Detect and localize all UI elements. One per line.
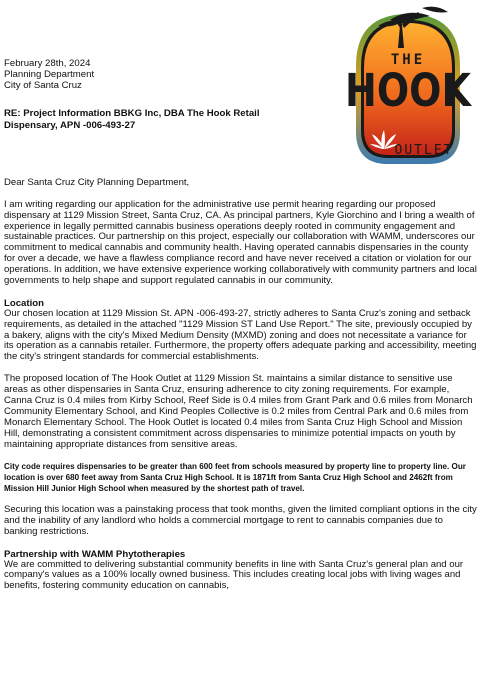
recipient-department: Planning Department <box>4 69 95 80</box>
location-paragraph-1: Our chosen location at 1129 Mission St. APN -006-493-27, strictly adheres to Santa Cruz's zoning and setback requirements, as detailed in the attached "1129 Mission ST Land Use Report." The site, previously occupied by a bakery, aligns with the city's Mixed Medium Density (MXMD) zoning and does not necessitate a variance for its operation as a cannabis retailer. Furthermore, the property offers adequate parking and accessibility, meeting the city's stringent standards for commercial establishments. <box>4 307 477 363</box>
recipient-city: City of Santa Cruz <box>4 80 82 91</box>
letter-date: February 28th, 2024 <box>4 58 91 69</box>
logo-word-the: THE <box>390 52 426 68</box>
subject-line <box>4 108 324 131</box>
letter-header <box>4 58 324 91</box>
location-paragraph-2: The proposed location of The Hook Outlet at 1129 Mission St. maintains a similar distance to sensitive use areas as other dispensaries in Santa Cruz, ensuring adherence to city zoning requirements. For example, Canna Cruz is 0.4 miles from Kirby School, Reef Side is 0.4 miles from Grant Park and 0.6 miles from Monarch Community Elementary School, and Kind Peoples Collective is 0.2 miles from Central Park and 0.6 miles from Monarch Elementary School. The Hook Outlet is located 0.4 miles from Santa Cruz High School and Mission Hill, demonstrating a consistent commitment across dispensaries to minimize potential impacts on youth by maintaining appropriate distances from sensitive areas. <box>4 373 473 450</box>
logo-word-hook: HOOK <box>345 63 471 117</box>
location-heading: Location <box>4 297 44 309</box>
securing-paragraph: Securing this location was a painstaking process that took months, given the limited compliant options in the city and the inability of any landlord who holds a commercial mortgage to rent to cannabis companies due to banking restrictions. <box>4 504 477 537</box>
intro-paragraph: I am writing regarding our application for the administrative use permit hearing regarding our proposed dispensary at 1129 Mission Street, Santa Cruz, CA. As principal partners, Kyle Giorchino and I bring a wealth of experience in legally permitted cannabis business operations deeply rooted in community engagement and sustainable practices. Our partnership on this project, especially our collaboration with WAMM, underscores our commitment to medical cannabis and community health. Having operated cannabis dispensaries in the county for over a decade, we have a flawless compliance record and have never received a citation or violation for our operations. In addition, we have extensive experience working collaboratively with community partners and local governments to help shape and support regulated cannabis in our community. <box>4 198 477 287</box>
partnership-heading: Partnership with WAMM Phytotherapies <box>4 548 186 560</box>
salutation: Dear Santa Cruz City Planning Department, <box>4 177 190 188</box>
city-code-paragraph: City code requires dispensaries to be greater than 600 feet from schools measured by property line to property line. Our location is over 680 feet away from Santa Cruz High School. It is 1871ft from Santa Cruz High School and 2462ft from Mission Hill Junior High School when measured by the shortest path of travel. <box>4 462 466 494</box>
logo-word-outlet: OUTLET <box>394 143 454 158</box>
subject-line-1: RE: Project Information BBKG Inc, DBA The Hook Retail <box>4 108 260 119</box>
partnership-paragraph: We are committed to delivering substantial community benefits in line with Santa Cruz's general plan and our company's values as a 100% locally owned business. This includes creating local jobs with living wages and benefits, fostering community education on cannabis, <box>4 558 464 592</box>
the-hook-outlet-logo <box>338 4 478 168</box>
hook-logo-graphic <box>338 4 478 168</box>
subject-line-2: Dispensary, APN -006-493-27 <box>4 119 136 131</box>
letter-body <box>4 178 478 603</box>
